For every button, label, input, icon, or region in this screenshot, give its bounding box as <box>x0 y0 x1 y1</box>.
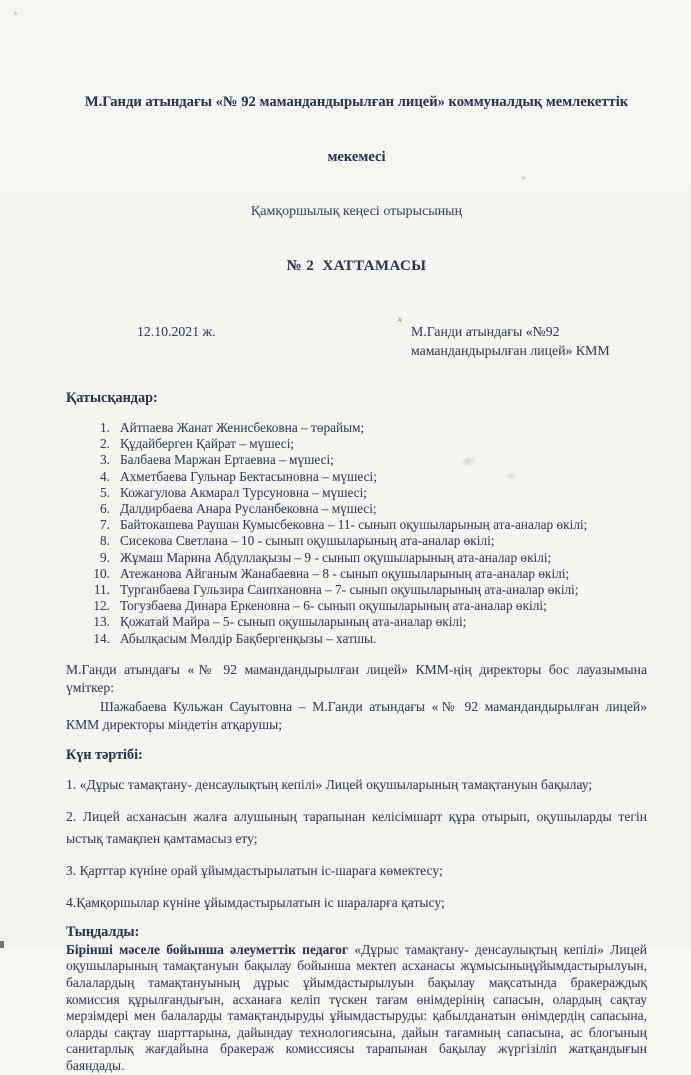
heard-body: «Дұрыс тамақтану- денсаулықтың кепілі» Лицей оқушыларының тамақтануын бақылау бойынша мектеп асханасы жұмысыныңұйымдастырылуын, балалардың тамақтануының дұрыс ұйымдастырылуын бақылау мақсатында бракераждық комиссия құрылғандығын, асханаға келіп түскен тағам өнімдерінің сапасын, олардың сақтау мерзімдері мен балаларды тамақтандыруды ұйымдастыруды: қабылданатын өнімдердің сапасына, оларды сақтау шарттарына, дайындау технологиясына, дайын тағамның сапасына, ас блогының санитарлық жағдайына бракераж комиссиясы тарапынан бақылау жүргізіліп жатқандығын баяндады. <box>66 941 648 1073</box>
organization-line2: мамандандырылған лицей» КММ <box>411 343 610 358</box>
participant-number: 2. <box>100 436 110 452</box>
participant-item <box>66 631 647 647</box>
participant-number: 10. <box>93 565 110 581</box>
document-date: 12.10.2021 ж. <box>137 324 216 339</box>
participant-text: Қожатай Майра – 5- сынып оқушыларының ата-аналар өкілі; <box>120 614 467 630</box>
participant-item <box>66 485 647 501</box>
participant-item <box>66 517 647 533</box>
participant-number: 9. <box>100 549 110 565</box>
participant-number: 6. <box>100 501 110 517</box>
participant-text: Сисекова Светлана – 10 - сынып оқушыларының ата-аналар өкілі; <box>120 533 495 549</box>
participant-number: 8. <box>100 533 110 549</box>
participant-number: 4. <box>100 468 110 484</box>
participant-number: 14. <box>93 630 110 646</box>
participant-item <box>66 436 647 452</box>
participant-number: 7. <box>100 517 110 533</box>
participant-text: Тогузбаева Динара Еркеновна – 6- сынып оқушыларының ата-аналар өкілі; <box>120 598 547 614</box>
participants-list <box>66 420 647 647</box>
agenda-item: 2. Лицей асханасын жалға алушының тарапынан келісімшарт құра отырып, оқушыларды тегін ыстық тамақпен қамтамасыз ету; <box>66 808 647 846</box>
participant-item <box>66 582 647 598</box>
meeting-subtitle: Қамқоршылық кеңесі отырысының <box>250 204 463 219</box>
participant-item <box>66 452 647 468</box>
agenda-item: 1. «Дұрыс тамақтану- денсаулықтың кепілі» Лицей оқушыларының тамақтануын бақылау; <box>66 776 593 792</box>
participant-number: 11. <box>93 582 110 598</box>
agenda-list <box>66 774 647 914</box>
participant-text: Атежанова Айганым Жанабаевна – 8 - сынып оқушыларының ата-аналар өкілі; <box>120 565 570 581</box>
heard-lead: Бірінші мәселе бойынша әлеуметтік педагог <box>66 941 349 957</box>
participant-number: 1. <box>100 420 110 435</box>
participant-item <box>66 566 647 582</box>
participant-text: Құдайберген Қайрат – мүшесі; <box>120 436 295 452</box>
organization-line1: М.Ганди атындағы «№92 <box>411 324 560 339</box>
scan-noise-mark: × <box>396 314 404 327</box>
protocol-number: № 2 ХАТТАМАСЫ <box>286 258 427 274</box>
participant-text: Балбаева Маржан Ертаевна – мүшесі; <box>120 452 334 468</box>
participant-text: Жұмаш Марина Абдуллақызы – 9 - сынып оқушыларының ата-аналар өкілі; <box>120 549 552 565</box>
participant-number: 13. <box>93 614 110 630</box>
participant-item <box>66 501 647 517</box>
organization-block <box>411 322 647 360</box>
heard-heading: Тыңдалды: <box>66 923 140 940</box>
participant-text: Айтпаева Жанат Женисбековна – төрайым; <box>120 420 365 435</box>
org-title-line2: мекемесі <box>327 149 386 165</box>
date-org-row <box>66 322 647 360</box>
candidate-intro: М.Ганди атындағы «№ 92 мамандандырылған лицей» КММ-ңің директоры бос лауазымына үміткер: <box>66 661 647 696</box>
participant-item <box>66 469 647 485</box>
agenda-heading: Күн тәртібі: <box>66 746 143 763</box>
document-header <box>66 57 647 312</box>
participant-item <box>66 420 647 436</box>
org-title-line1: М.Ганди атындағы «№ 92 мамандандырылған лицей» коммуналдық мемлекеттік <box>84 94 629 110</box>
agenda-item: 4.Қамқоршылар күніне ұйымдастырылатын іс шараларға қатысу; <box>66 894 445 910</box>
candidate-description: Шажабаева Кульжан Сауытовна – М.Ганди атындағы «№ 92 мамандандырылған лицей» КММ директоры міндетін атқарушы; <box>66 698 647 733</box>
participant-text: Далдирбаева Анара Русланбековна – мүшесі; <box>120 501 377 517</box>
participant-number: 5. <box>100 484 110 500</box>
participant-text: Кожагулова Акмарал Турсуновна – мүшесі; <box>120 484 367 500</box>
participants-heading: Қатысқандар: <box>66 390 158 406</box>
participant-number: 3. <box>100 452 110 468</box>
participant-text: Абылқасым Мөлдір Бақбергенқызы – хатшы. <box>120 630 377 646</box>
participant-item <box>66 598 647 614</box>
participant-text: Турганбаева Гульзира Саипхановна – 7- сынып оқушыларының ата-аналар өкілі; <box>120 582 579 598</box>
heard-paragraph <box>66 942 647 1075</box>
participant-item <box>66 550 647 566</box>
participant-text: Байтокашева Раушан Кумысбековна – 11- сынып оқушыларының ата-аналар өкілі; <box>120 517 588 533</box>
participant-item <box>66 614 647 630</box>
agenda-item: 3. Қарттар күніне орай ұйымдастырылатын іс-шараға көмектесу; <box>66 862 443 878</box>
participant-number: 12. <box>93 598 110 614</box>
participant-text: Ахметбаева Гульнар Бектасыновна – мүшесі; <box>120 468 377 484</box>
participant-item <box>66 533 647 549</box>
